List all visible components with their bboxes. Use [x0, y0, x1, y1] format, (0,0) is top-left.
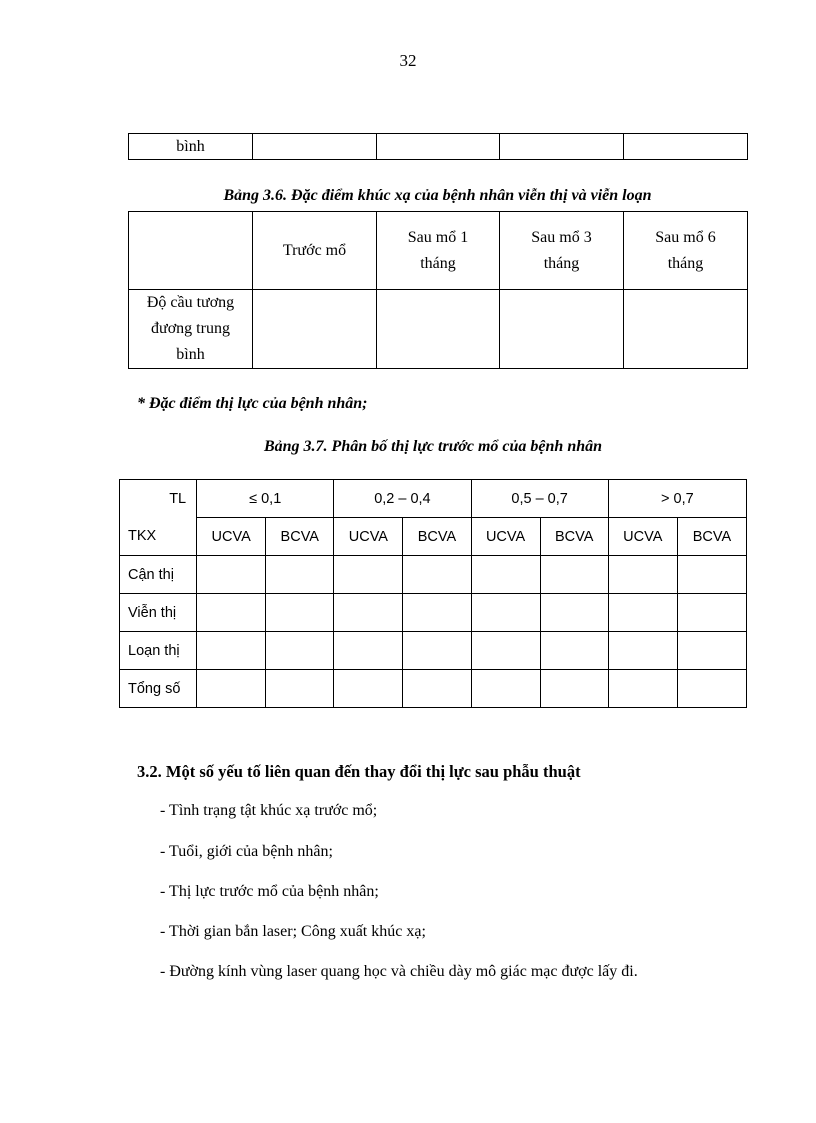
- header-tl: TL: [120, 480, 197, 518]
- table-cell: [471, 594, 540, 632]
- subheader-ucva: UCVA: [608, 518, 677, 556]
- subheader-bcva: BCVA: [403, 518, 471, 556]
- table-row: [120, 670, 747, 708]
- header-after-1-month: Sau mổ 1 tháng: [377, 212, 500, 290]
- subheader-ucva: UCVA: [197, 518, 266, 556]
- table-cell: [197, 556, 266, 594]
- table-cell: [266, 556, 334, 594]
- table-cell: [266, 594, 334, 632]
- table-cell: [677, 670, 746, 708]
- table-cell: [334, 632, 403, 670]
- table-cell: [197, 670, 266, 708]
- list-item: - Tuổi, giới của bệnh nhân;: [160, 843, 333, 860]
- row-label: Loạn thị: [120, 632, 197, 670]
- table-cell: [540, 632, 608, 670]
- table-cell: [334, 594, 403, 632]
- table-3-6-caption: Bảng 3.6. Đặc điểm khúc xạ của bệnh nhân viễn thị và viễn loạn: [223, 187, 652, 204]
- table-cell: [540, 556, 608, 594]
- subheader-bcva: BCVA: [266, 518, 334, 556]
- table-3-6: [128, 211, 748, 369]
- table-cell: [334, 670, 403, 708]
- page-number: 32: [399, 51, 417, 70]
- subheader-bcva: BCVA: [540, 518, 608, 556]
- header-before-surgery: Trước mổ: [253, 212, 377, 290]
- header-group: 0,2 – 0,4: [334, 480, 471, 518]
- table-cell: [500, 290, 624, 369]
- row-label: Cận thị: [120, 556, 197, 594]
- table-cell: [471, 556, 540, 594]
- table-cell: [540, 594, 608, 632]
- list-item: - Đường kính vùng laser quang học và chiều dày mô giác mạc được lấy đi.: [160, 963, 638, 980]
- header-after-6-months: Sau mổ 6 tháng: [624, 212, 748, 290]
- table-cell: [377, 134, 500, 160]
- section-heading: 3.2. Một số yếu tố liên quan đến thay đổi thị lực sau phẫu thuật: [137, 762, 581, 781]
- row-label: Tổng số: [120, 670, 197, 708]
- table-cell: [500, 134, 624, 160]
- table-subheader-row: [120, 518, 747, 556]
- table-row: [129, 134, 748, 160]
- visual-acuity-note: * Đặc điểm thị lực của bệnh nhân;: [137, 395, 368, 412]
- table-cell: [677, 556, 746, 594]
- table-cell: [608, 632, 677, 670]
- table-cell: [253, 290, 377, 369]
- list-item: - Thị lực trước mổ của bệnh nhân;: [160, 883, 379, 900]
- table-cell: [266, 670, 334, 708]
- table-cell: [253, 134, 377, 160]
- table-row: [120, 594, 747, 632]
- list-item: - Thời gian bắn laser; Công xuất khúc xạ;: [160, 923, 426, 940]
- header-tkx: TKX: [120, 518, 197, 556]
- subheader-bcva: BCVA: [677, 518, 746, 556]
- table-row: [129, 290, 748, 369]
- table-row: [120, 632, 747, 670]
- table-cell: [608, 556, 677, 594]
- row-label-spherical-equivalent: Độ cầu tương đương trung bình: [129, 290, 253, 369]
- table-cell: [403, 670, 471, 708]
- table-cell: [403, 594, 471, 632]
- table-cell: [403, 632, 471, 670]
- list-item: - Tình trạng tật khúc xạ trước mổ;: [160, 802, 378, 819]
- header-group: ≤ 0,1: [197, 480, 334, 518]
- table-cell: [608, 594, 677, 632]
- table-cell: [266, 632, 334, 670]
- header-after-3-months: Sau mổ 3 tháng: [500, 212, 624, 290]
- table-header-row: [120, 480, 747, 518]
- table-cell: [677, 632, 746, 670]
- header-group: 0,5 – 0,7: [471, 480, 608, 518]
- table-cell: [624, 290, 748, 369]
- table-3-7-caption: Bảng 3.7. Phân bố thị lực trước mổ của bệnh nhân: [263, 438, 603, 455]
- table-header-row: [129, 212, 748, 290]
- table-cell: [403, 556, 471, 594]
- table-cell: bình: [129, 134, 253, 160]
- table-cell: [197, 632, 266, 670]
- table-cell: [197, 594, 266, 632]
- table-cell: [471, 670, 540, 708]
- table-row: [120, 556, 747, 594]
- table-cell: [377, 290, 500, 369]
- table-cell: [624, 134, 748, 160]
- header-group: > 0,7: [608, 480, 746, 518]
- subheader-ucva: UCVA: [471, 518, 540, 556]
- table-corner-cell: [129, 212, 253, 290]
- table-cell: [471, 632, 540, 670]
- table-cell: [334, 556, 403, 594]
- subheader-ucva: UCVA: [334, 518, 403, 556]
- table-cell: [540, 670, 608, 708]
- table-cell: [677, 594, 746, 632]
- table-cell: [608, 670, 677, 708]
- row-label: Viễn thị: [120, 594, 197, 632]
- continued-table: [128, 133, 748, 160]
- table-3-7: [119, 479, 747, 708]
